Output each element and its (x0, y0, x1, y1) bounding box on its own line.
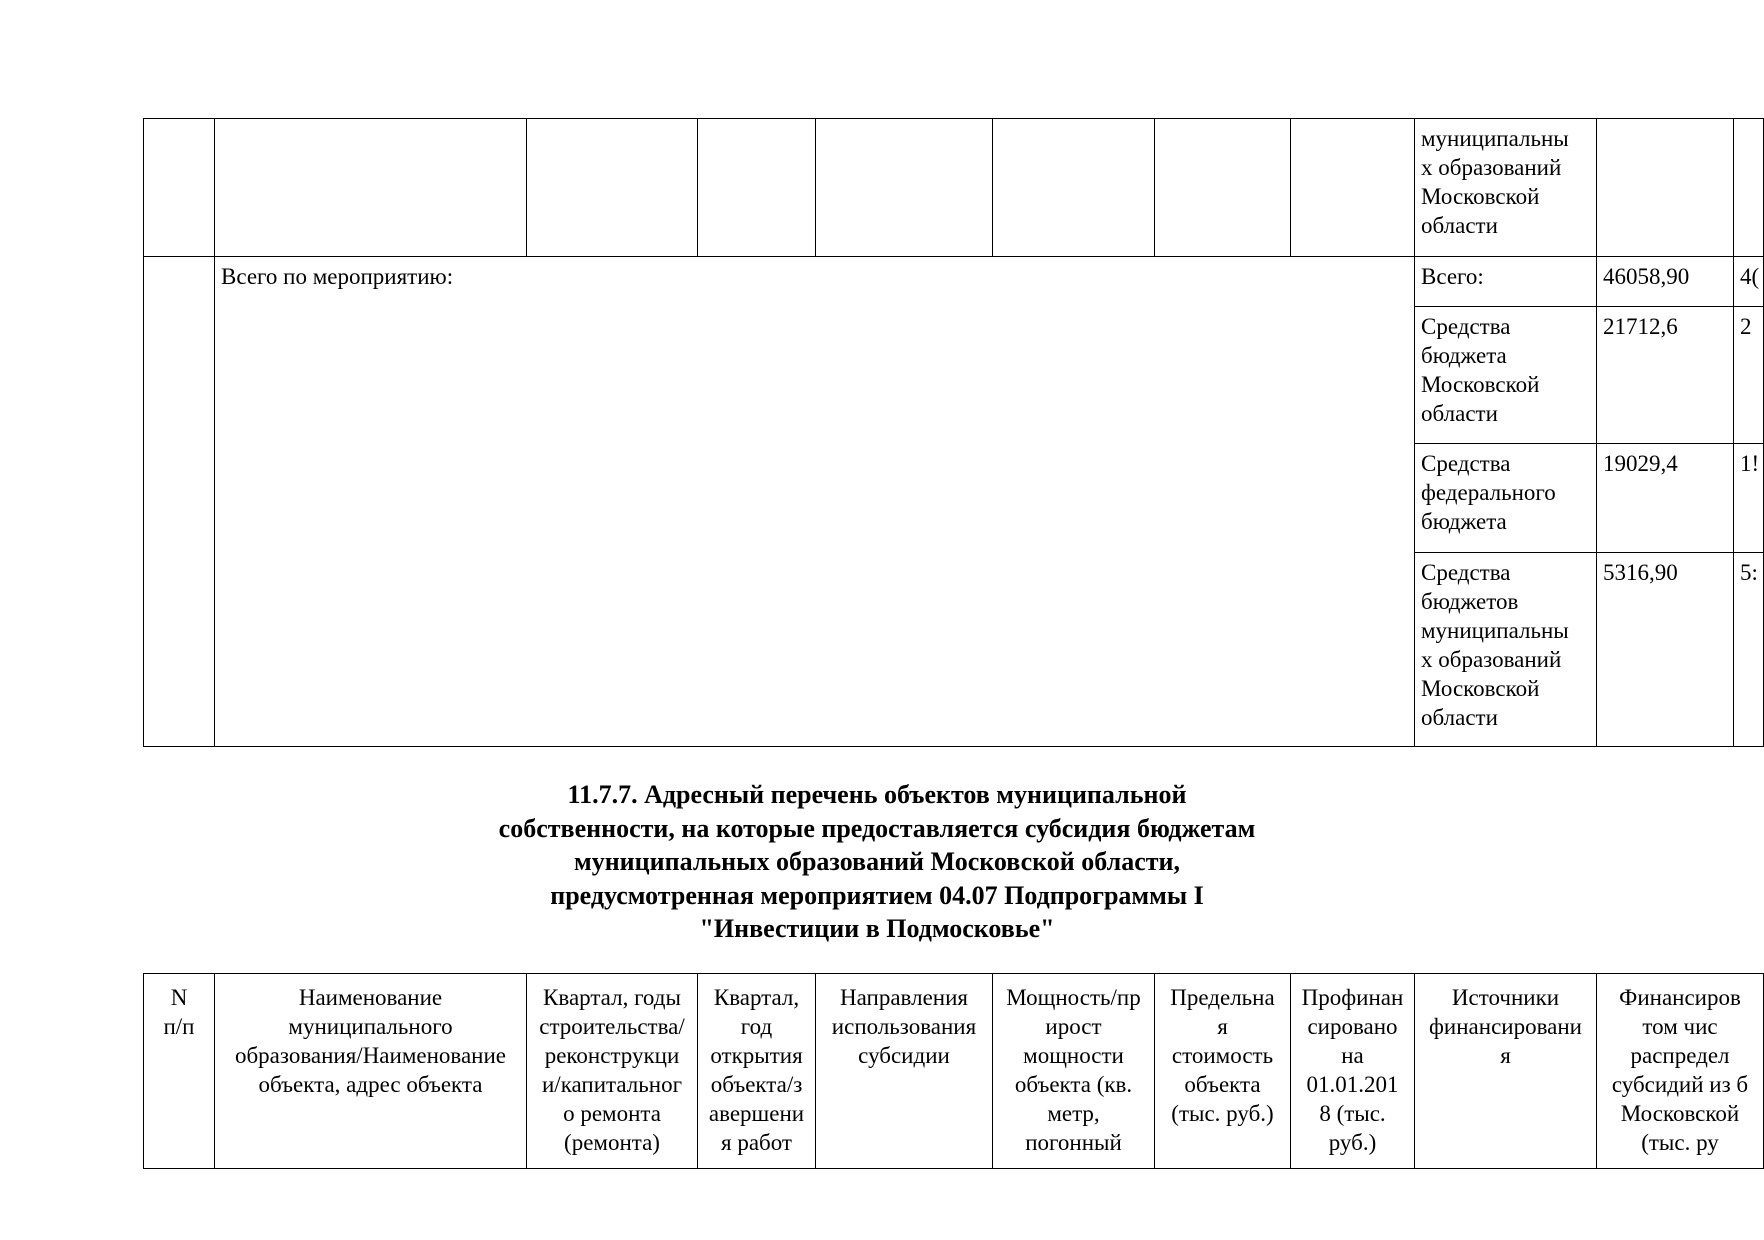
amount-cell: 46058,90 (1597, 257, 1734, 307)
table-row (144, 257, 1764, 307)
cell (816, 119, 993, 257)
cell (144, 119, 215, 257)
source-cell: Всего: (1415, 257, 1597, 307)
address-list-header-table (143, 973, 1764, 1169)
heading-line: "Инвестиции в Подмосковье" (699, 914, 1055, 943)
column-header-financing: Финансиров том чис распредел субсидий из б Московской (тыс. ру (1597, 974, 1764, 1169)
column-header-name: Наименование муниципального образования/Наименование объекта, адрес объекта (215, 974, 527, 1169)
source-cell: Средства федерального бюджета (1415, 444, 1597, 553)
cell (993, 119, 1155, 257)
financing-table (143, 118, 1764, 747)
column-header-construction-period: Квартал, годы строительства/ реконструкци и/капитальног о ремонта (ремонта) (527, 974, 698, 1169)
cell (1597, 119, 1734, 257)
amount-cell-cut: 2 (1734, 307, 1764, 444)
cell (144, 257, 215, 747)
column-header-number: N п/п (144, 974, 215, 1169)
amount-cell: 5316,90 (1597, 553, 1734, 747)
header-row (144, 974, 1764, 1169)
column-header-max-cost: Предельна я стоимость объекта (тыс. руб.) (1155, 974, 1291, 1169)
heading-line: предусмотренная мероприятием 04.07 Подпрограммы I (550, 880, 1204, 910)
cell (698, 119, 816, 257)
cell (527, 119, 698, 257)
cell (1291, 119, 1415, 257)
source-cell: муниципальны х образований Московской области (1415, 119, 1597, 257)
section-heading (300, 778, 1454, 946)
column-header-capacity: Мощность/пр ирост мощности объекта (кв. метр, погонный (993, 974, 1155, 1169)
cell (215, 119, 527, 257)
amount-cell-cut: 1! (1734, 444, 1764, 553)
column-header-funding-sources: Источники финансировани я (1415, 974, 1597, 1169)
column-header-subsidy-use: Направления использования субсидии (816, 974, 993, 1169)
amount-cell-cut: 5: (1734, 553, 1764, 747)
table-row (144, 119, 1764, 257)
heading-line: муниципальных образований Московской области, (573, 847, 1181, 876)
heading-line: собственности, на которые предоставляется субсидия бюджетам (498, 813, 1256, 843)
source-cell: Средства бюджетов муниципальны х образований Московской области (1415, 553, 1597, 747)
amount-cell-cut: 4( (1734, 257, 1764, 307)
total-label: Всего по мероприятию: (215, 257, 1415, 747)
cell (1155, 119, 1291, 257)
amount-cell: 19029,4 (1597, 444, 1734, 553)
source-cell: Средства бюджета Московской области (1415, 307, 1597, 444)
cell (1734, 119, 1764, 257)
amount-cell: 21712,6 (1597, 307, 1734, 444)
column-header-opening-date: Квартал, год открытия объекта/з авершени я работ (698, 974, 816, 1169)
heading-line: 11.7.7. Адресный перечень объектов муниципальной (567, 780, 1187, 809)
column-header-financed: Профинан сировано на 01.01.201 8 (тыс. руб.) (1291, 974, 1415, 1169)
